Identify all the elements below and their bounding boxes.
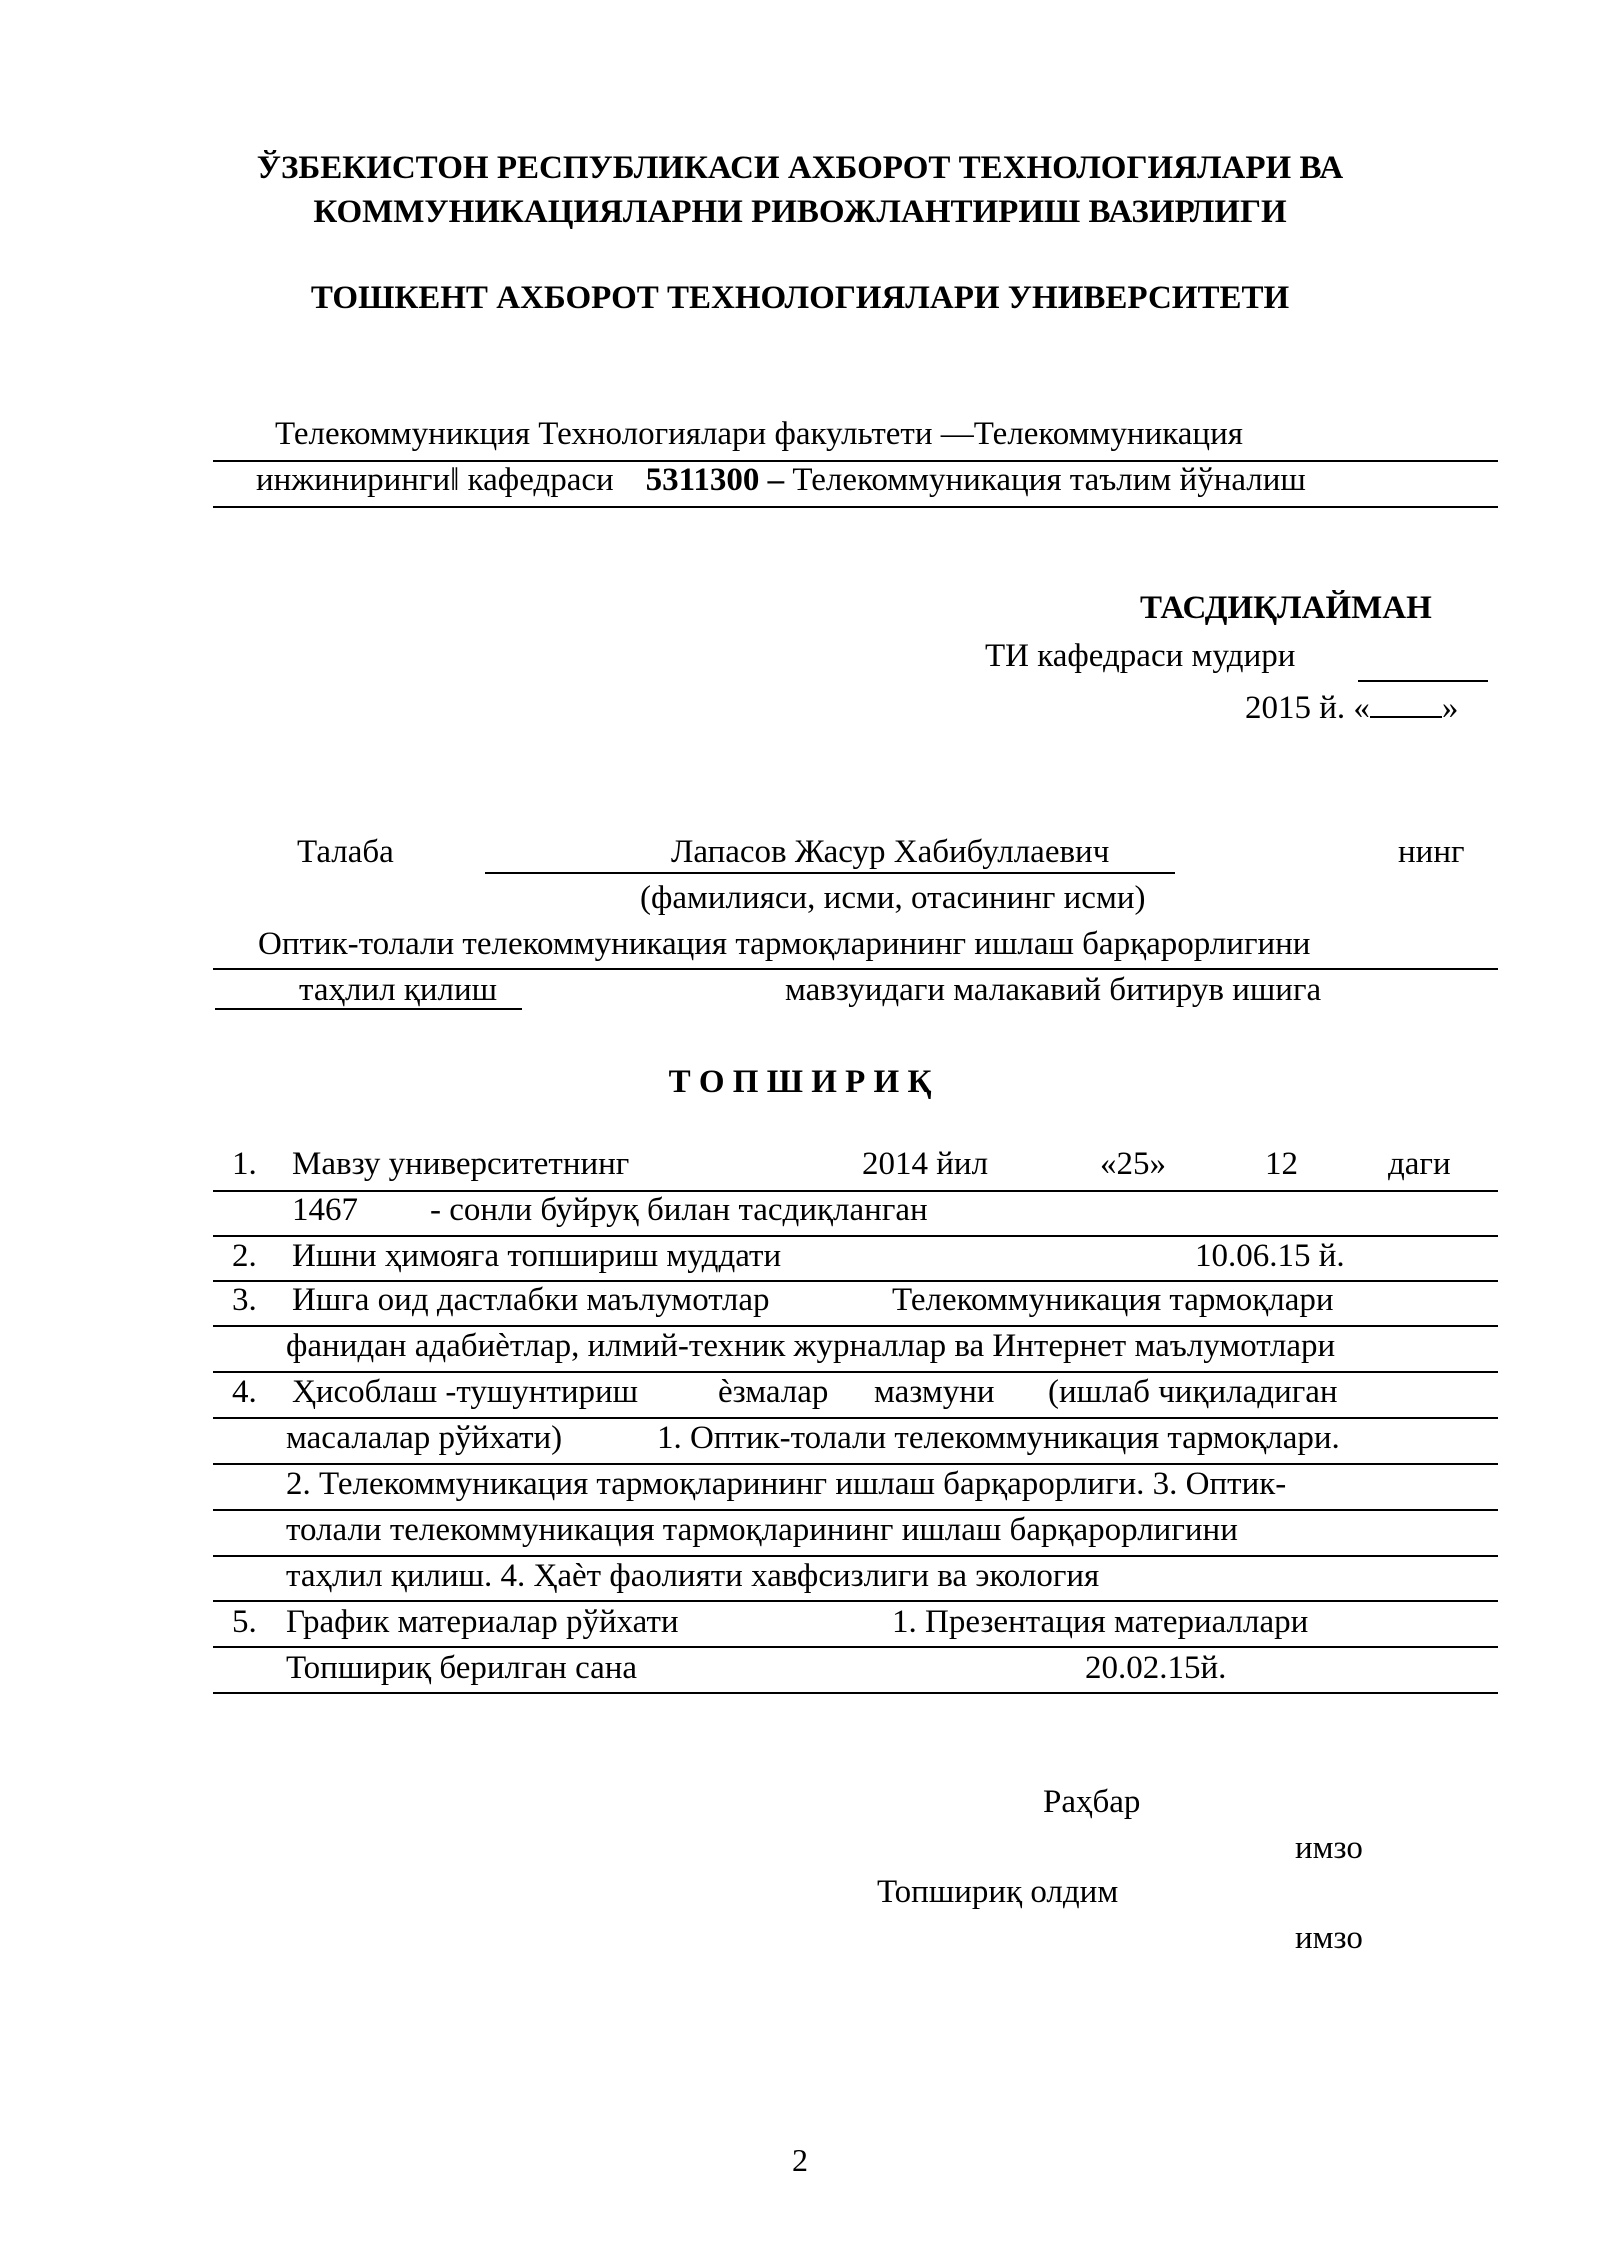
rule — [213, 506, 1498, 508]
item3-label: Ишга оид дастлабки маълумотлар — [292, 1282, 770, 1318]
date-blank — [1370, 692, 1442, 718]
rule — [213, 1235, 1498, 1237]
item4-line3: 2. Телекоммуникация тармоқларининг ишлаш барқарорлиги. 3. Оптик- — [286, 1466, 1287, 1502]
supervisor-signature-label: имзо — [1295, 1830, 1363, 1866]
approval-date — [1245, 692, 1458, 725]
item2-value: 10.06.15 й. — [1195, 1238, 1345, 1274]
item1-suffix: даги — [1388, 1146, 1451, 1182]
received-label: Топшириқ олдим — [877, 1874, 1119, 1910]
university-title: ТОШКЕНТ АХБОРОТ ТЕХНОЛОГИЯЛАРИ УНИВЕРСИТЕТИ — [310, 280, 1290, 316]
student-signature-label: имзо — [1295, 1920, 1363, 1956]
item5-value: 1. Презентация материаллари — [892, 1604, 1309, 1640]
item5-label: График материалар рўйхати — [286, 1604, 679, 1640]
item1-order-text: - сонли буйруқ билан тасдиқланган — [430, 1192, 928, 1228]
rule — [213, 1371, 1498, 1373]
faculty-line1: Телекоммуникция Технологиялари факультети ―Телекоммуникация — [275, 416, 1243, 452]
topic-line1: Оптик-толали телекоммуникация тармоқларининг ишлаш барқарорлигини — [258, 926, 1311, 962]
rule — [213, 1417, 1498, 1419]
rule — [213, 1555, 1498, 1557]
item3-line2: фанидан адабиѐтлар, илмий-техник журналлар ва Интернет маълумотлари — [286, 1328, 1336, 1364]
student-caption: (фамилияси, исми, отасининг исми) — [640, 880, 1146, 916]
rule — [213, 1463, 1498, 1465]
item4-line2a: масалалар рўйхати) — [286, 1420, 563, 1456]
item1-number: 1. — [232, 1146, 257, 1182]
item1-year: 2014 йил — [862, 1146, 989, 1182]
item1-label: Мавзу университетнинг — [292, 1146, 630, 1182]
rule — [213, 968, 1498, 970]
ministry-title-line1: ЎЗБЕКИСТОН РЕСПУБЛИКАСИ АХБОРОТ ТЕХНОЛОГИЯЛАРИ ВА — [256, 150, 1344, 186]
item4-word2: ѐзмалар — [718, 1374, 829, 1410]
issued-value: 20.02.15й. — [1085, 1650, 1227, 1686]
topic-line2-start: таҳлил қилиш — [299, 972, 498, 1008]
program-code: 5311300 – — [645, 462, 785, 498]
rule — [213, 1325, 1498, 1327]
item1-order-number: 1467 — [292, 1192, 358, 1228]
topic-line2-field — [215, 974, 522, 1010]
supervisor-label: Раҳбар — [1043, 1784, 1141, 1820]
topic-line2-end: мавзуидаги малакавий битирув ишига — [785, 972, 1322, 1008]
issued-label: Топшириқ берилган сана — [286, 1650, 638, 1686]
signature-blank — [1358, 680, 1488, 682]
item3-number: 3. — [232, 1282, 257, 1318]
approval-title: ТАСДИҚЛАЙМАН — [1140, 590, 1432, 626]
item4-line5: таҳлил қилиш. 4. Ҳаѐт фаолияти хавфсизлиги ва экология — [286, 1558, 1100, 1594]
student-name: Лапасов Жасур Хабибуллаевич — [671, 834, 1110, 870]
item4-word4: (ишлаб чиқиладиган — [1048, 1374, 1338, 1410]
page-number: 2 — [792, 2142, 808, 2178]
approval-date-close: » — [1441, 690, 1459, 726]
item2-label: Ишни ҳимояга топшириш муддати — [292, 1238, 782, 1274]
ministry-title-line2: КОММУНИКАЦИЯЛАРНИ РИВОЖЛАНТИРИШ ВАЗИРЛИГИ — [313, 194, 1287, 230]
item4-line4: толали телекоммуникация тармоқларининг ишлаш барқарорлигини — [286, 1512, 1238, 1548]
task-title: Т О П Ш И Р И Қ — [668, 1064, 932, 1100]
item3-value: Телекоммуникация тармоқлари — [892, 1282, 1334, 1318]
approval-date-label: 2015 й. « — [1245, 690, 1370, 726]
item2-number: 2. — [232, 1238, 257, 1274]
item4-word1: Ҳисоблаш -тушунтириш — [292, 1374, 639, 1410]
program-name: Телекоммуникация таълим йўналиш — [792, 462, 1306, 498]
rule — [213, 1692, 1498, 1694]
rule — [213, 1600, 1498, 1602]
department-label: инжиниринги‖ кафедраси — [256, 462, 614, 498]
student-suffix: нинг — [1398, 834, 1465, 870]
item4-line2b: 1. Оптик-толали телекоммуникация тармоқлари. — [657, 1420, 1340, 1456]
item4-number: 4. — [232, 1374, 257, 1410]
item4-word3: мазмуни — [874, 1374, 995, 1410]
faculty-line2 — [256, 464, 1306, 497]
student-label: Талаба — [297, 834, 394, 870]
item1-day: «25» — [1100, 1146, 1166, 1182]
item1-month: 12 — [1265, 1146, 1298, 1182]
student-name-field — [485, 836, 1175, 874]
rule — [213, 1509, 1498, 1511]
approval-head-label: ТИ кафедраси мудири — [985, 638, 1296, 674]
item5-number: 5. — [232, 1604, 257, 1640]
rule — [213, 1646, 1498, 1648]
